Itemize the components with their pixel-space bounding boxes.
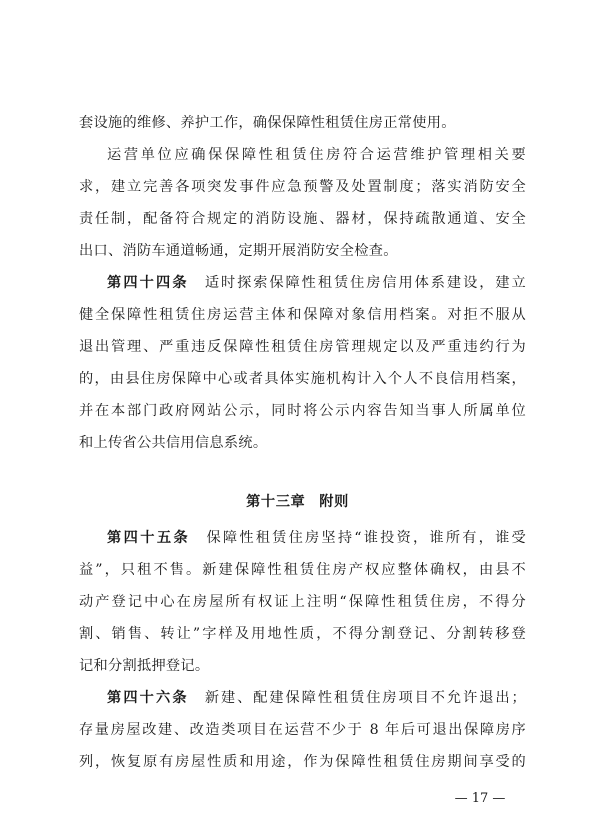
paragraph-line: 割、销售、转让”字样及用地性质，不得分割登记、分割转移登 — [79, 626, 526, 642]
paragraph-line: 记和分割抵押登记。 — [79, 658, 210, 674]
paragraph-line: 责任制，配备符合规定的消防设施、器材，保持疏散通道、安全 — [79, 211, 526, 227]
paragraph-line: 健全保障性租赁住房运营主体和保障对象信用档案。对拒不服从 — [79, 307, 526, 323]
paragraph-line: 套设施的维修、养护工作，确保保障性租赁住房正常使用。 — [79, 115, 456, 131]
article-number: 第四十四条 — [107, 275, 189, 291]
paragraph-line: 退出管理、严重违反保障性租赁住房管理规定以及严重违约行为 — [79, 339, 526, 355]
article-number: 第四十六条 — [107, 690, 189, 706]
paragraph-line: 和上传省公共信用信息系统。 — [79, 435, 268, 451]
paragraph-line: 第四十六条 新建、配建保障性租赁住房项目不允许退出； — [107, 690, 526, 706]
article-number: 第四十五条 — [107, 530, 191, 546]
chapter-title: 附则 — [319, 494, 349, 510]
paragraph-line: 动产登记中心在房屋所有权证上注明“保障性租赁住房，不得分 — [79, 594, 526, 610]
paragraph-line: 存量房屋改建、改造类项目在运营不少于 8 年后可退出保障房序 — [79, 722, 526, 738]
paragraph-line: 并在本部门政府网站公示，同时将公示内容告知当事人所属单位 — [79, 403, 526, 419]
paragraph-line: 益”，只租不售。新建保障性租赁住房产权应整体确权，由县不 — [79, 562, 526, 578]
chapter-number: 第十三章 — [246, 494, 306, 510]
paragraph-line: 运营单位应确保保障性租赁住房符合运营维护管理相关要 — [107, 147, 526, 163]
paragraph-line: 列，恢复原有房屋性质和用途，作为保障性租赁住房期间享受的 — [79, 754, 526, 770]
paragraph-line: 出口、消防车通道畅通，定期开展消防安全检查。 — [79, 243, 398, 259]
paragraph-line: 的，由县住房保障中心或者具体实施机构计入个人不良信用档案， — [79, 371, 526, 387]
chapter-heading — [0, 492, 595, 512]
page-number: — 17 — — [454, 791, 506, 806]
paragraph-line: 第四十五条 保障性租赁住房坚持“谁投资，谁所有，谁受 — [107, 530, 526, 546]
paragraph-line: 第四十四条 适时探索保障性租赁住房信用体系建设，建立 — [107, 275, 526, 291]
paragraph-line: 求，建立完善各项突发事件应急预警及处置制度；落实消防安全 — [79, 179, 526, 195]
